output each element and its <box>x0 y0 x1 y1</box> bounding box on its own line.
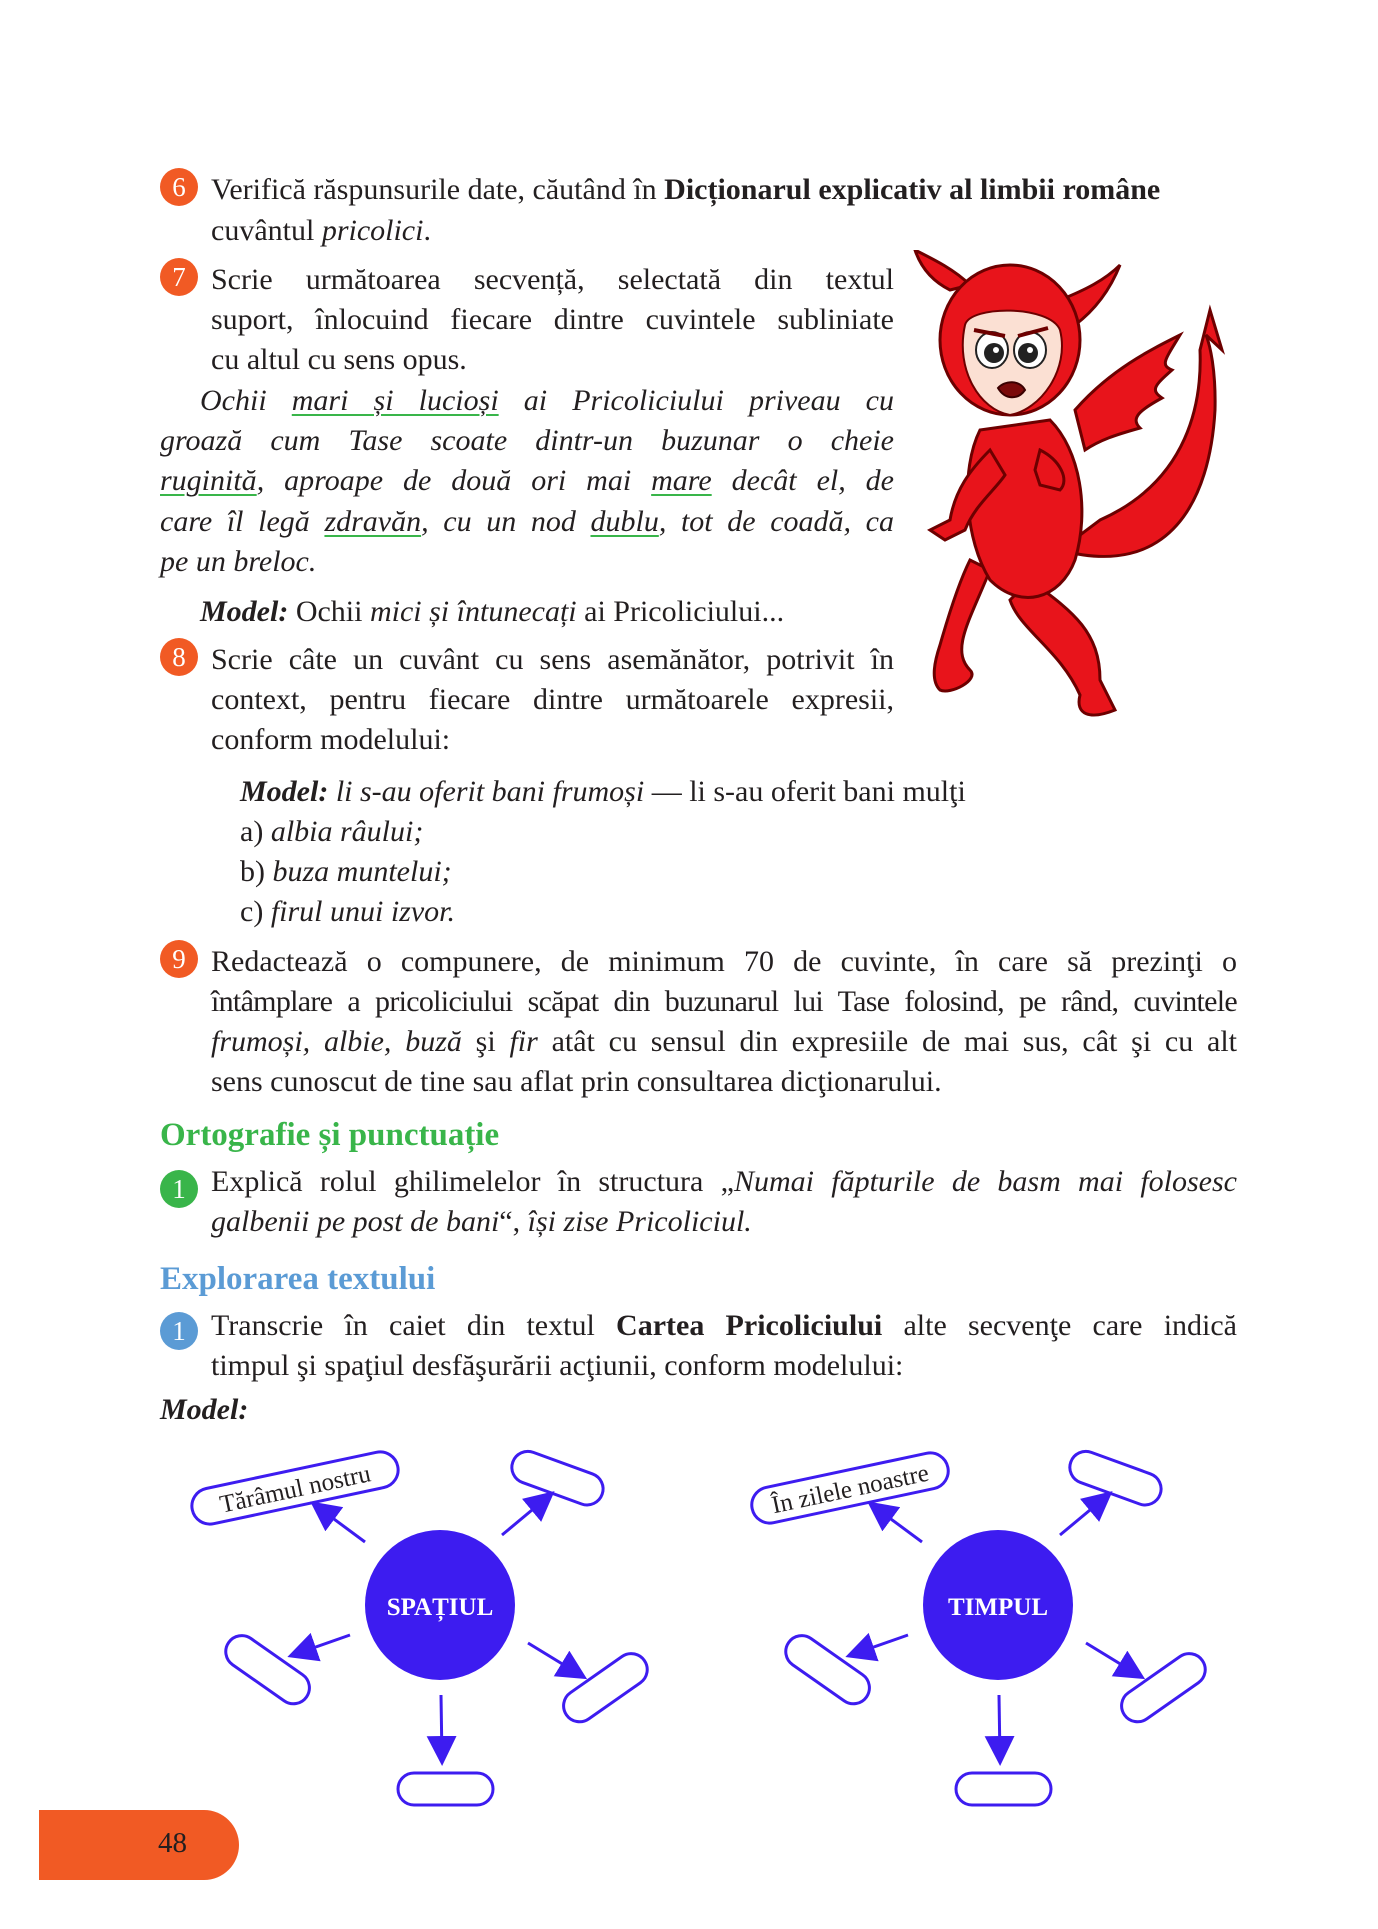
page-number-tab <box>39 1810 239 1880</box>
empty-box-top-right[interactable] <box>507 1447 607 1510</box>
passage-line-4 <box>160 502 894 542</box>
model-label: Model: <box>200 595 289 628</box>
model-text: — li s-au oferit bani mulţi <box>644 775 966 808</box>
devil-pupil <box>1018 343 1038 363</box>
list-item-a <box>240 812 423 852</box>
exercise-6-text-2: cuvântul <box>211 214 322 247</box>
exercise-8-line-1: Scrie câte un cuvânt cu sens asemănător, potrivit în <box>211 643 894 676</box>
underlined-words-mari-lucioși: mari și lucioși <box>291 384 499 417</box>
exercise-6-number: 6 <box>160 168 198 206</box>
passage-text: , cu un nod <box>421 505 591 538</box>
text: Transcrie în caiet din textul <box>211 1309 617 1342</box>
italic-quote: galbenii pe post de bani <box>211 1205 500 1238</box>
exercise-7-line-3: cu altul cu sens opus. <box>211 343 467 376</box>
passage-line-2: groază cum Tase scoate dintr-un buzunar o cheie <box>160 424 894 457</box>
italic-words: frumoși, albie, buză <box>211 1025 462 1058</box>
exercise-8-number: 8 <box>160 638 198 676</box>
ortografie-line-2 <box>211 1202 752 1242</box>
exercise-9-line-2: întâmplare a pricoliciului scăpat din buzunarul lui Tase folosind, pe rând, cuvintele <box>211 985 1237 1018</box>
ortografie-line-1 <box>211 1162 1237 1202</box>
passage-text: ai Pricoliciului priveau cu <box>498 384 894 417</box>
passage-text: care îl legă <box>160 505 325 538</box>
example-text-zilele: În zilele noastre <box>769 1459 932 1520</box>
exercise-9-number: 9 <box>160 940 198 978</box>
spatiul-label: SPAȚIUL <box>386 1594 494 1621</box>
text: “, <box>499 1205 528 1238</box>
passage-text: decât el, de <box>711 464 894 497</box>
passage-line-3 <box>160 461 894 501</box>
exercise-7-model <box>200 592 784 632</box>
passage-line-1 <box>200 381 894 421</box>
empty-box-bottom[interactable] <box>398 1773 493 1805</box>
passage-text: , aproape de două ori mai <box>256 464 652 497</box>
exercise-9-line-4: sens cunoscut de tine sau aflat prin consultarea dicţionarului. <box>211 1065 942 1098</box>
exercise-7-line-1: Scrie următoarea secvență, selectată din textul <box>211 263 894 296</box>
exercise-7-line-2: suport, înlocuind fiecare dintre cuvintele subliniate <box>211 303 894 336</box>
period: . <box>423 214 431 247</box>
spatiul-cluster <box>189 1447 654 1805</box>
exercise-6-line-2 <box>211 211 431 251</box>
exercise-8-line-3: conform modelului: <box>211 723 451 756</box>
empty-box-bottom[interactable] <box>956 1773 1051 1805</box>
item-text: firul unui izvor. <box>270 895 456 928</box>
item-text: albia râului; <box>270 815 424 848</box>
text: şi <box>461 1025 510 1058</box>
exercise-8-line-2: context, pentru fiecare dintre următoarele expresii, <box>211 683 894 716</box>
list-item-c <box>240 892 455 932</box>
model-diagram <box>0 1420 1378 1820</box>
tărâmul-nostru-box[interactable] <box>189 1449 402 1528</box>
model-text: ai Pricoliciului... <box>576 595 785 628</box>
item-letter: c) <box>240 895 271 928</box>
exercise-8-model <box>240 772 966 812</box>
exercise-9-line-1: Redactează o compunere, de minimum 70 de cuvinte, în care să prezinţi o <box>211 945 1237 978</box>
explorarea-line-1 <box>211 1306 1237 1346</box>
underlined-word-ruginita: ruginită <box>160 464 257 497</box>
italic-speaker: își zise Pricoliciul. <box>527 1205 752 1238</box>
model-label: Model: <box>240 775 329 808</box>
timpul-label: TIMPUL <box>948 1594 1048 1621</box>
empty-box-top-right[interactable] <box>1065 1447 1165 1510</box>
devil-pupil <box>984 343 1004 363</box>
passage-line-5: pe un breloc. <box>160 545 317 578</box>
devil-body <box>968 420 1082 597</box>
book-title: Cartea Pricoliciului <box>616 1309 883 1342</box>
page-number: 48 <box>158 1827 187 1859</box>
text: alte secvenţe care indică <box>882 1309 1237 1342</box>
text: Explică rolul ghilimelelor în structura „ <box>211 1165 734 1198</box>
item-letter: b) <box>240 855 273 888</box>
section-title-ortografie: Ortografie și punctuație <box>160 1117 500 1153</box>
list-item-b <box>240 852 452 892</box>
italic-quote: Numai făpturile de basm mai folosesc <box>733 1165 1237 1198</box>
item-text: buza muntelui; <box>272 855 452 888</box>
section-title-explorarea: Explorarea textului <box>160 1261 436 1297</box>
exercise-6-line-1 <box>211 170 1160 210</box>
explorarea-line-2: timpul şi spaţiul desfăşurării acţiunii, conform modelului: <box>211 1349 904 1382</box>
text: atât cu sensul din expresiile de mai sus, cât şi cu alt <box>537 1025 1237 1058</box>
passage-text: Ochii <box>200 384 292 417</box>
italic-word-fir: fir <box>509 1025 538 1058</box>
în-zilele-noastre-box[interactable] <box>748 1450 951 1527</box>
devil-eye-shine <box>1027 347 1033 353</box>
devil-wing <box>1075 335 1180 450</box>
exercise-9-line-3 <box>211 1022 1237 1062</box>
model-label: Model: <box>160 1393 249 1426</box>
empty-box-left[interactable] <box>780 1629 876 1710</box>
timpul-cluster <box>748 1447 1211 1805</box>
devil-illustration <box>910 250 1230 730</box>
model-italic: li s-au oferit bani frumoși <box>328 775 645 808</box>
word-pricolici: pricolici <box>321 214 424 247</box>
model-italic: mici și întunecați <box>369 595 577 628</box>
empty-box-left[interactable] <box>220 1629 316 1710</box>
explorarea-exercise-1-number: 1 <box>160 1312 198 1350</box>
ortografie-exercise-1-number: 1 <box>160 1170 198 1208</box>
underlined-word-dublu: dublu <box>590 505 659 538</box>
exercise-7-number: 7 <box>160 258 198 296</box>
devil-eye-shine <box>993 347 999 353</box>
underlined-word-mare: mare <box>651 464 712 497</box>
item-letter: a) <box>240 815 271 848</box>
devil-leg-front <box>934 560 990 691</box>
underlined-word-zdravan: zdravăn <box>324 505 422 538</box>
example-text-taramul: Tărâmul nostru <box>217 1460 374 1519</box>
empty-box-right[interactable] <box>557 1647 653 1728</box>
passage-text: , tot de coadă, ca <box>658 505 894 538</box>
dictionary-title: Dicționarul explicativ al limbii române <box>664 173 1161 206</box>
exercise-6-text: Verifică răspunsurile date, căutând în <box>211 173 665 206</box>
devil-leg-back <box>1010 580 1115 715</box>
model-text: Ochii <box>288 595 370 628</box>
empty-box-right[interactable] <box>1115 1647 1211 1728</box>
